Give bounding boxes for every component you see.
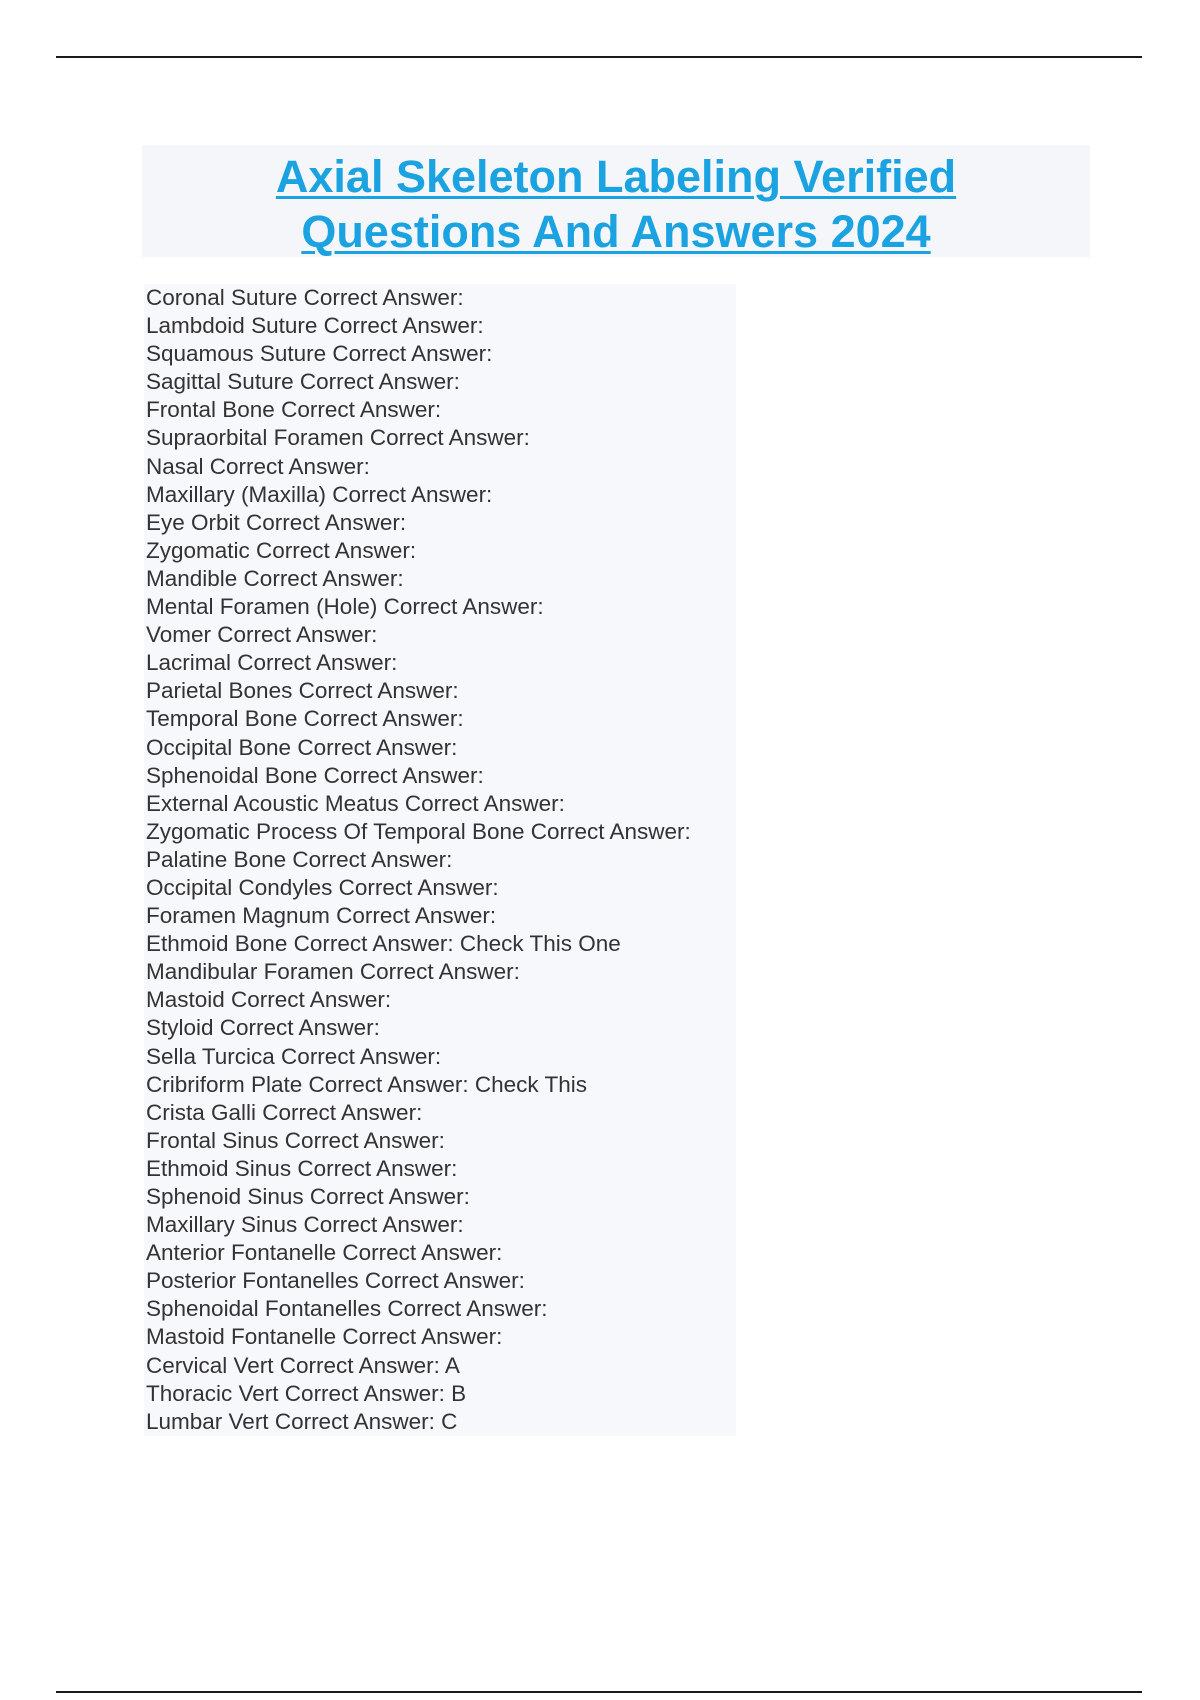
title-banner [142, 145, 1090, 257]
question-item: Anterior Fontanelle Correct Answer: [146, 1240, 503, 1266]
question-item: Ethmoid Bone Correct Answer: Check This One [146, 931, 621, 957]
top-rule [56, 56, 1142, 58]
question-item: Parietal Bones Correct Answer: [146, 678, 459, 704]
question-item: Mandibular Foramen Correct Answer: [146, 959, 520, 985]
title-line-2: Questions And Answers 2024 [301, 206, 931, 257]
question-item: Sphenoid Sinus Correct Answer: [146, 1184, 470, 1209]
question-item: Crista Galli Correct Answer: [146, 1099, 423, 1125]
question-item: Mastoid Correct Answer: [146, 987, 392, 1013]
question-item: Sella Turcica Correct Answer: [146, 1043, 442, 1069]
question-item: Styloid Correct Answer: [146, 1015, 380, 1041]
question-item: Thoracic Vert Correct Answer: B [146, 1380, 467, 1406]
question-item: Ethmoid Sinus Correct Answer: [146, 1155, 458, 1181]
question-item: Supraorbital Foramen Correct Answer: [146, 425, 530, 451]
question-item: Eye Orbit Correct Answer: [146, 509, 407, 535]
question-item: Posterior Fontanelles Correct Answer: [146, 1268, 525, 1294]
question-item: Coronal Suture Correct Answer: [146, 285, 464, 310]
question-list [144, 284, 736, 1436]
question-item: Vomer Correct Answer: [146, 622, 378, 648]
question-item: Temporal Bone Correct Answer: [146, 706, 464, 732]
question-item: Sphenoidal Fontanelles Correct Answer: [146, 1296, 548, 1322]
title-line-1: Axial Skeleton Labeling Verified [275, 151, 957, 202]
question-item: Palatine Bone Correct Answer: [146, 846, 453, 872]
question-item: Occipital Bone Correct Answer: [146, 734, 458, 760]
question-item: Zygomatic Process Of Temporal Bone Correct Answer: [146, 818, 691, 844]
question-item: Occipital Condyles Correct Answer: [146, 874, 499, 900]
question-item: Cribriform Plate Correct Answer: Check This [146, 1071, 587, 1097]
question-item: Mandible Correct Answer: [146, 565, 404, 591]
question-item: Lacrimal Correct Answer: [146, 650, 398, 676]
document-title [142, 145, 1090, 259]
question-item: Cervical Vert Correct Answer: A [146, 1352, 460, 1378]
question-item: Squamous Suture Correct Answer: [146, 341, 493, 367]
question-item: Maxillary Sinus Correct Answer: [146, 1212, 464, 1238]
question-item: Mental Foramen (Hole) Correct Answer: [146, 594, 544, 620]
question-item: Frontal Bone Correct Answer: [146, 397, 442, 423]
question-item: Nasal Correct Answer: [146, 453, 370, 479]
question-item: Foramen Magnum Correct Answer: [146, 903, 497, 929]
bottom-rule [56, 1691, 1142, 1693]
question-item: Lumbar Vert Correct Answer: C [146, 1408, 458, 1434]
question-item: Frontal Sinus Correct Answer: [146, 1127, 445, 1153]
question-item: External Acoustic Meatus Correct Answer: [146, 790, 565, 816]
question-item: Maxillary (Maxilla) Correct Answer: [146, 481, 493, 507]
question-item: Sphenoidal Bone Correct Answer: [146, 762, 484, 788]
question-item: Sagittal Suture Correct Answer: [146, 369, 460, 395]
question-item: Mastoid Fontanelle Correct Answer: [146, 1324, 503, 1350]
question-item: Zygomatic Correct Answer: [146, 537, 417, 563]
question-item: Lambdoid Suture Correct Answer: [146, 313, 484, 339]
